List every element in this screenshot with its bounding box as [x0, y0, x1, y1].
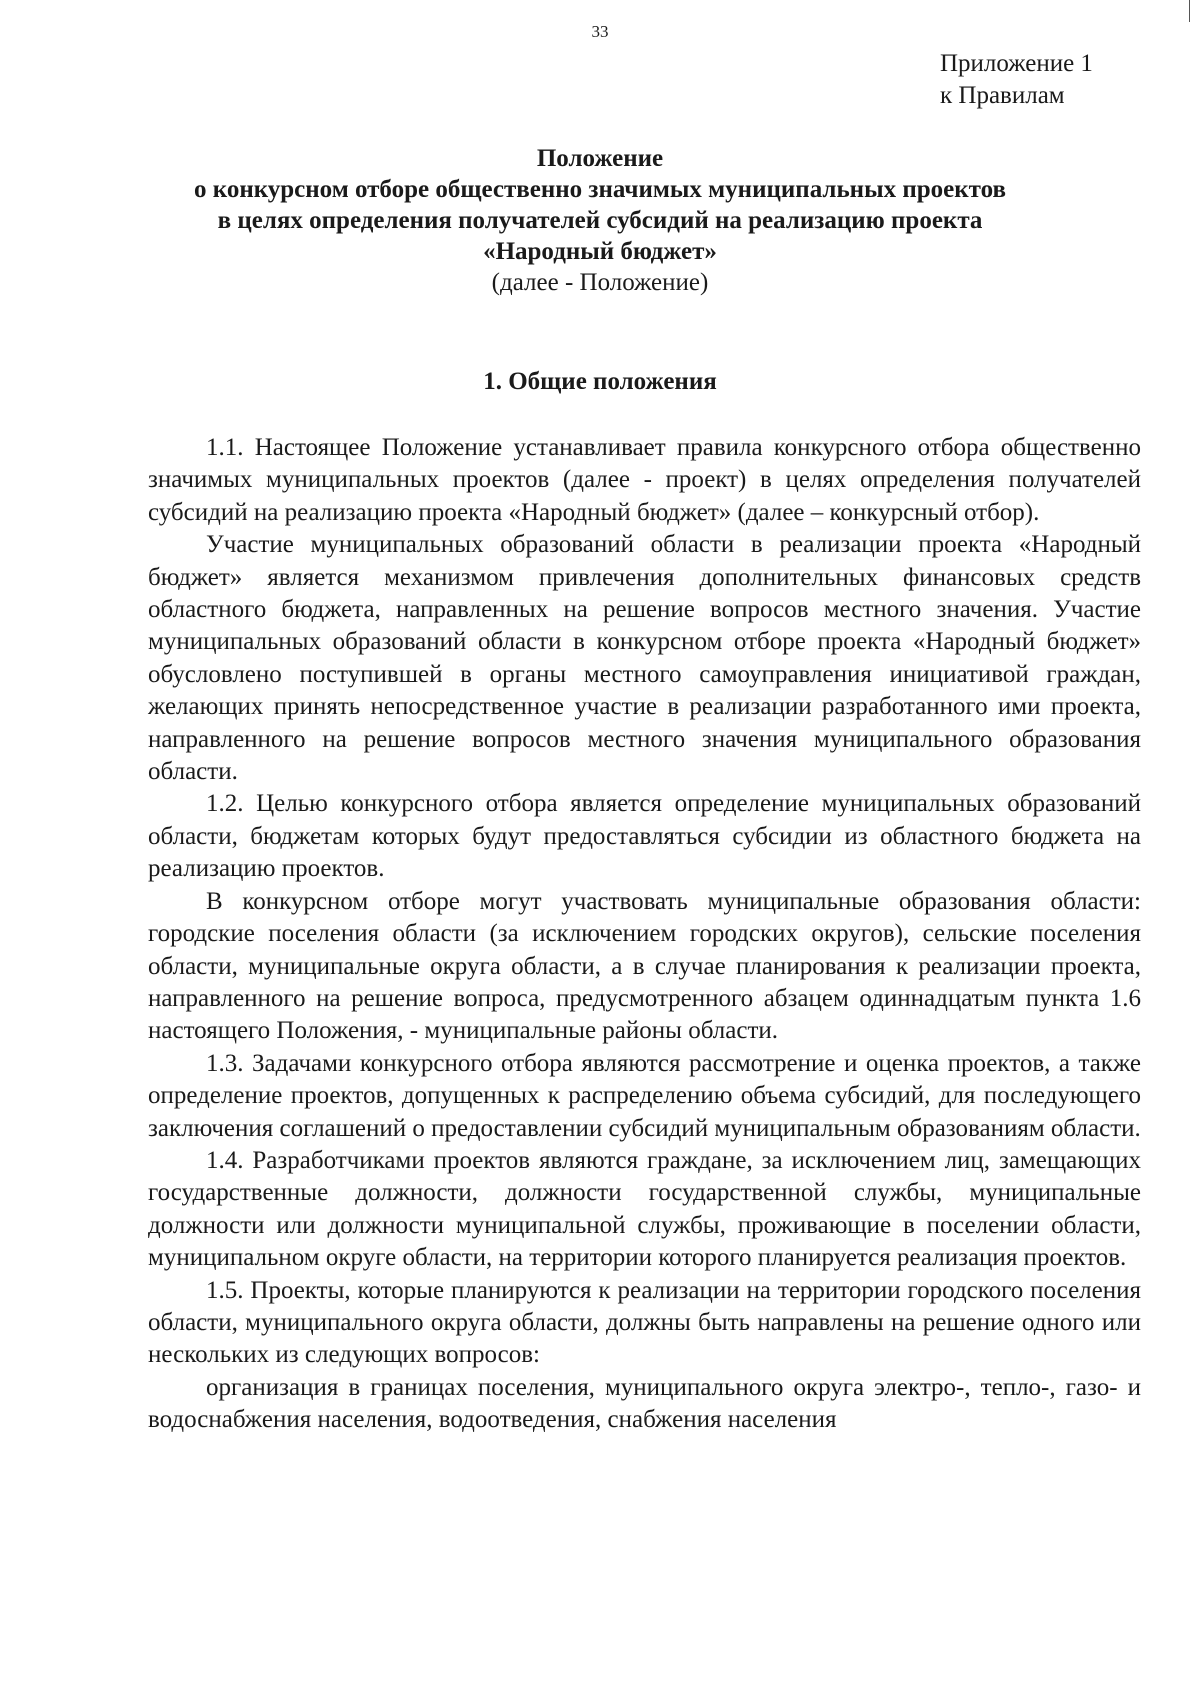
section-body — [148, 432, 1141, 1437]
title-line-4: «Народный бюджет» — [483, 238, 717, 265]
document-title — [150, 143, 1050, 298]
title-line-2: о конкурсном отборе общественно значимых муниципальных проектов — [194, 176, 1006, 203]
title-line-1: Положение — [536, 145, 664, 172]
paragraph: Участие муниципальных образований области в реализации проекта «Народный бюджет» является механизмом привлечения дополнительных финансовых средств областного бюджета, направленных на решение вопросов местного значения. Участие муниципальных образований области в конкурсном отборе проекта «Народный бюджет» обусловлено поступившей в органы местного самоуправления инициативой граждан, желающих принять непосредственное участие в реализации разработанного ими проекта, направленного на решение вопросов местного значения муниципального образования области. — [148, 531, 1141, 786]
appendix-line-2: к Правилам — [940, 82, 1065, 109]
section-heading: 1. Общие положения — [483, 368, 717, 395]
paragraph: 1.4. Разработчиками проектов являются граждане, за исключением лиц, замещающих государственные должности, должности государственной службы, муниципальные должности или должности муниципальной службы, проживающие в поселении области, муниципальном округе области, на территории которого планируется реализация проектов. — [148, 1146, 1141, 1272]
scan-edge-mark — [1189, 0, 1190, 22]
title-line-3: в целях определения получателей субсидий на реализацию проекта — [217, 207, 983, 234]
title-line-5: (далее - Положение) — [491, 269, 709, 296]
appendix-reference — [940, 48, 1093, 112]
page-number: 33 — [591, 22, 609, 41]
paragraph: В конкурсном отборе могут участвовать муниципальные образования области: городские поселения области (за исключением городских округов), сельские поселения области, муниципальные округа области, а в случае планирования к реализации проекта, направленного на решение вопроса, предусмотренного абзацем одиннадцатым пункта 1.6 настоящего Положения, - муниципальные районы области. — [148, 887, 1141, 1045]
paragraph: организация в границах поселения, муниципального округа электро-, тепло-, газо- и водоснабжения населения, водоотведения, снабжения населения — [148, 1373, 1141, 1434]
paragraph: 1.5. Проекты, которые планируются к реализации на территории городского поселения области, муниципального округа области, должны быть направлены на решение одного или нескольких из следующих вопросов: — [148, 1276, 1141, 1369]
paragraph: 1.3. Задачами конкурсного отбора являются рассмотрение и оценка проектов, а также определение проектов, допущенных к распределению объема субсидий, для последующего заключения соглашений о предоставлении субсидий муниципальным образованиям области. — [148, 1049, 1141, 1142]
appendix-line-1: Приложение 1 — [940, 50, 1093, 77]
paragraph: 1.2. Целью конкурсного отбора является определение муниципальных образований области, бюджетам которых будут предоставляться субсидии из областного бюджета на реализацию проектов. — [148, 790, 1141, 883]
paragraph: 1.1. Настоящее Положение устанавливает правила конкурсного отбора общественно значимых муниципальных проектов (далее - проект) в целях определения получателей субсидий на реализацию проекта «Народный бюджет» (далее – конкурсный отбор). — [148, 434, 1141, 526]
